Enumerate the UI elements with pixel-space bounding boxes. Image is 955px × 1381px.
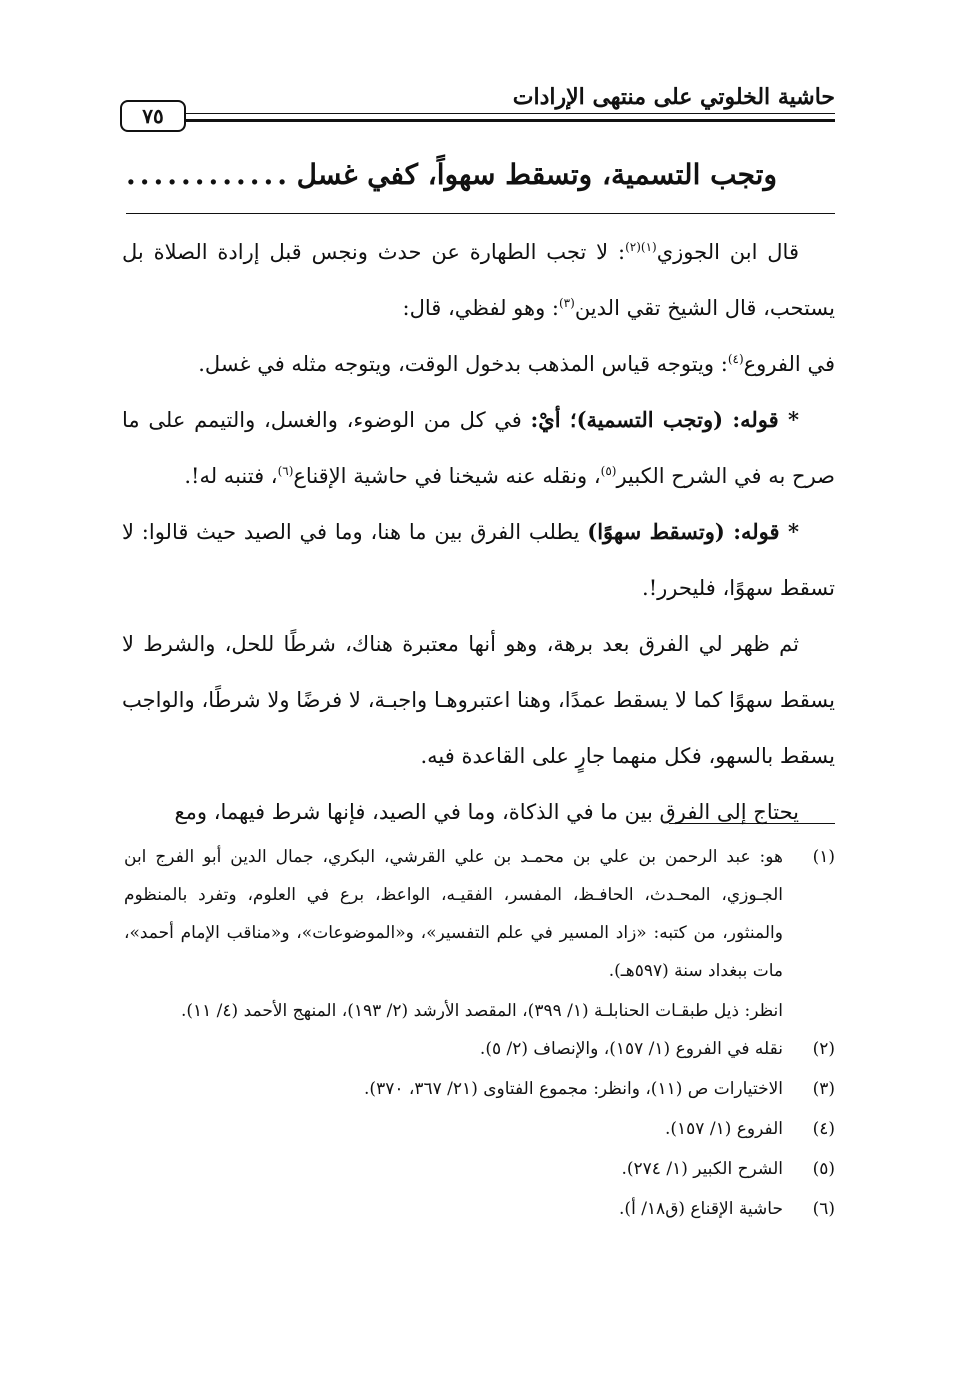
footnote-3: (٣) الاختيارات ص (١١)، وانظر: مجموع الفتاوى (٢١/ ٣٦٧، ٣٧٠). <box>364 1079 835 1099</box>
footnote-5: (٥) الشرح الكبير (١/ ٢٧٤). <box>621 1159 835 1179</box>
qawluhu-lead: * قوله: (وتسقط سهوًا) <box>587 519 799 544</box>
footnote-separator <box>669 823 835 824</box>
page-number-box <box>120 100 186 132</box>
paragraph-tasmiya: * قوله: (وتجب التسمية)؛ أيْ: في كل من الوضوء، والغسل، والتيمم على ما صرح به في الشرح الكبير$^{(٥)}$، ونقله عنه شيخنا في حاشية الإقناع$^{(٦)}$، فتنبه له!. <box>122 407 835 488</box>
footnote-ref: (١)(٢) <box>625 240 657 254</box>
paragraph-tasqut: * قوله: (وتسقط سهوًا) يطلب الفرق بين ما هنا، وما في الصيد حيث قالوا: لا تسقط سهوًا، فليحرر!. <box>122 519 835 600</box>
qawluhu-lead: * قوله: (وتجب التسمية)؛ أيْ: <box>530 407 800 432</box>
paragraph-dhakat: يحتاج إلى الفرق بين ما في الذكاة، وما في الصيد، فإنها شرط فيهما، ومع <box>174 800 799 824</box>
footnote-1-sources: انظر: ذيل طبقـات الحنابلـة (١/ ٣٩٩)، المقصد الأرشد (٢/ ١٩٣)، المنهج الأحمد (٤/ ١١). <box>180 1001 783 1021</box>
paragraph-farq: ثم ظهر لي الفرق بعد برهة، وهو أنها معتبرة هناك، شرطًا للحل، والشرط لا يسقط سهوًا كما لا يسقط عمدًا، وهنا اعتبروهـا واجبـة، لا فرضًا ولا شرطًا، والواجب يسقط بالسهو، فكل منهما جارٍ على القاعدة فيه. <box>122 632 835 768</box>
footnote-4: (٤) الفروع (١/ ١٥٧). <box>664 1119 835 1139</box>
page-number: ٧٥ <box>142 104 164 128</box>
paragraph-furu: في الفروع$^{(٤)}$: ويتوجه قياس المذهب بدخول الوقت، ويتوجه مثله في غسل. <box>198 352 835 376</box>
header-double-rule <box>186 113 835 122</box>
matn-rule <box>126 213 835 214</box>
footnotes <box>124 838 835 1230</box>
matn-dots: ............ <box>126 158 291 191</box>
running-title: حاشية الخلوتي على منتهى الإرادات <box>512 84 835 110</box>
footnote-2: (٢) نقله في الفروع (١/ ١٥٧)، والإنصاف (٢/ ٥). <box>479 1039 835 1059</box>
footnote-ref: (٤) <box>727 352 744 366</box>
footnote-1: (١) هو: عبد الرحمن بن علي بن محمـد بن علي القرشي، البكري، جمال الدين أبو الفرج ابن الجـوزي، المحـدث، الحافـظ، المفسر، الفقيـه، الواعظ، برع في العلوم، وتفرد بالمنظوم والمنثور، من كتبه: «زاد المسير في علم التفسير»، و«الموضوعات»، و«مناقب الإمام أحمد»، مات ببغداد سنة (٥٩٧هـ). <box>124 847 835 981</box>
matn-heading: وتجب التسمية، وتسقط سهواً، كفي غسل <box>296 158 777 191</box>
commentary-body <box>122 224 835 840</box>
footnote-ref: (٦) <box>277 464 294 478</box>
footnote-ref: (٥) <box>600 464 617 478</box>
footnote-6: (٦) حاشية الإقناع (ق١٨/ أ). <box>619 1199 835 1219</box>
footnote-ref: (٣) <box>558 296 575 310</box>
paragraph-ibn-jawzi: قال ابن الجوزي$^{(١)(٢)}$: لا تجب الطهارة عن حدث ونجس قبل إرادة الصلاة بل يستحب، قال الشيخ تقي الدين$^{(٣)}$: وهو لفظي، قال: <box>122 240 835 320</box>
